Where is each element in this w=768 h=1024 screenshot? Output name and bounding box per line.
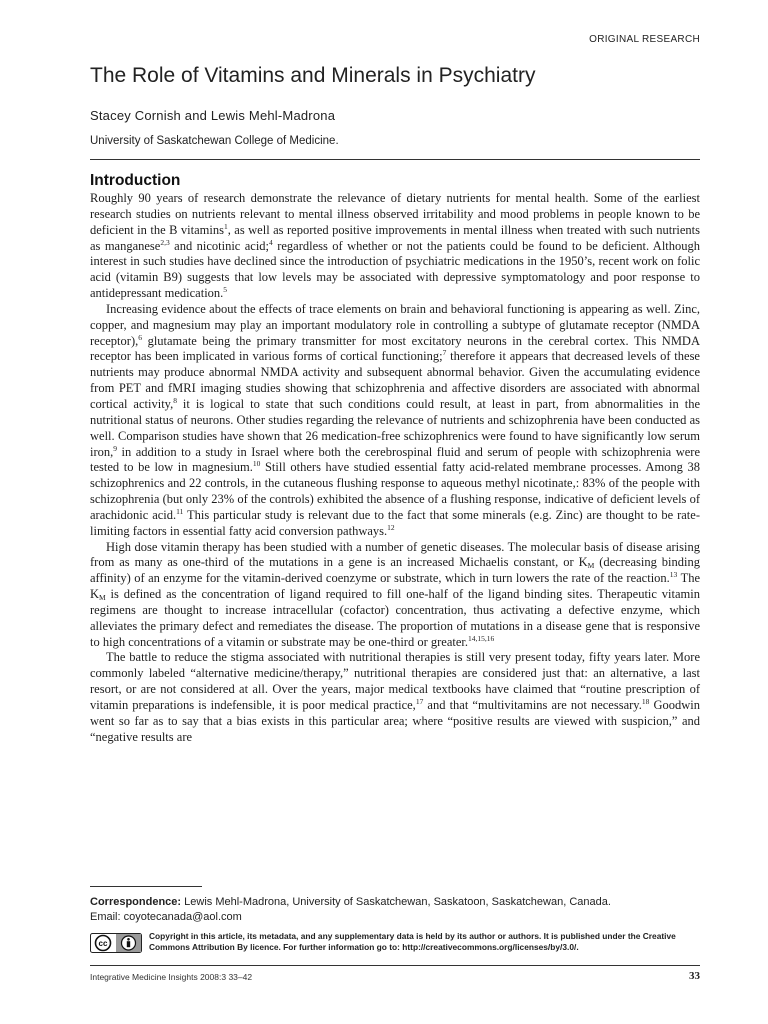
paragraph [90,540,700,651]
text-run: Still others have studied essential fatty acid-related membrane processes. Among 38 schizophrenics and 22 controls, in the cutaneous flushing response to aqueous methyl nicotinate,: 83% of the people with schizophrenia (but only 23% of the controls) exhibited the absence of a flushing response, indicative of deficient levels of arachidonic acid. [90,460,701,522]
text-run: Goodwin went so far as to say that a bias exists in this particular area; where “positive results are viewed with suspicion,” and “negative results are [90,698,700,744]
text-run: is defined as the concentration of ligand required to fill one-half of the ligand binding sites. Therapeutic vitamin regimens are thought to increase intracellular (cofactor) concentration, thus activating a defective enzyme, which alleviates the primary defect and remediates the disease. The proportion of mutations in a disease gene that is responsive to high concentrations of a vitamin or substrate may be one-third or greater. [90,587,700,649]
citation-ref: 9 [113,443,118,453]
authors: Stacey Cornish and Lewis Mehl-Madrona [90,108,336,123]
citation-ref: 2,3 [160,237,170,247]
citation-ref: 4 [269,237,273,247]
text-run: The battle to reduce the stigma associated with nutritional therapies is still very present today, fifty years later. More commonly labeled “alternative medicine/therapy,” nutritional therapies are considered just that: an alternative, a last resort, or are not considered at all. Over the years, major medical textbooks have claimed that “routine prescription of vitamin preparations is indefensible, it is poor medical practice, [90,650,700,712]
paragraph [90,191,700,302]
text-run: in addition to a study in Israel where both the cerebrospinal fluid and serum of people with schizophrenia were tested to be low in magnesium. [90,444,700,475]
citation-ref: 1 [223,221,228,231]
text-run: High dose vitamin therapy has been studied with a number of genetic diseases. The molecular basis of disease arising from as many as one-third of the mutations in a gene is an increased Michaelis constant, or K [90,539,700,570]
citation-ref: 6 [138,332,142,342]
paragraph [90,650,700,745]
footnote-divider [90,886,202,887]
page-number: 33 [689,970,700,982]
article-body [90,191,700,746]
text-run: glutamate being the primary transmitter for most excitatory neurons in the cerebral cortex. This NMDA receptor has been implicated in various forms of cortical functioning; [90,333,700,364]
citation-ref: 18 [641,697,650,706]
text-run: regardless of whether or not the patients could be found to be deficient. Although interest in such studies have declined since the introduction of psychiatric medications in the 1950’s, recent work on folic acid (vitamin B9) suggests that low levels may be associated with depressive symptomatology and poor response to antidepressant medication. [90,238,701,301]
citation-ref: 14,15,16 [468,633,495,643]
text-run: This particular study is relevant due to the fact that some minerals (e.g. Zinc) are thought to be rate-limiting factors in essential fatty acid conversion pathways. [90,507,700,538]
correspondence [90,895,700,924]
correspondence-email: Email: coyotecanada@aol.com [90,910,242,923]
journal-citation: Integrative Medicine Insights 2008:3 33–42 [90,972,253,982]
section-label: ORIGINAL RESEARCH [589,34,700,45]
text-run: therefore it appears that decreased levels of these nutrients may produce abnormal NMDA activity and subsequent abnormal behavior. Given the accumulating evidence from PET and fMRI imaging studies showing that schizophrenia and affective disorders are associated with abnormal cortical activity, [90,349,700,411]
text-run: Increasing evidence about the effects of trace elements on brain and behavioral functioning is appearing as well. Zinc, copper, and magnesium may play an important modulatory role in controlling a subtype of glutamate receptor (NMDA receptor), [90,301,700,348]
header-divider [90,159,700,160]
subscript: M [587,561,595,571]
text-run: and that “multivitamins are not necessary. [423,698,642,712]
text-run: (decreasing binding affinity) of an enzyme for the vitamin-derived coenzyme or substrate, which in turn lowers the rate of the reaction. [90,555,700,586]
copyright-notice: Copyright in this article, its metadata, and any supplementary data is held by its author or authors. It is published under the Creative Commons Attribution By licence. For further information go to: http://creativecommons.org/licenses/by/3.0/. [149,931,676,952]
cc-logo-text: cc [98,939,108,948]
text-run: and nicotinic acid; [169,238,270,253]
footer-divider [90,965,700,966]
correspondence-text: Lewis Mehl-Madrona, University of Saskatchewan, Saskatoon, Saskatchewan, Canada. [181,896,611,908]
text-run: The K [90,571,700,602]
text-run: Roughly 90 years of research demonstrate the relevance of dietary nutrients for mental health. Some of the earliest research studies on nutrients relevant to mental illness observed irritability and mood problems in people known to be deficient in the B vitamins [90,191,700,237]
citation-ref: 11 [176,506,184,516]
section-heading: Introduction [90,172,181,189]
article-title: The Role of Vitamins and Minerals in Psychiatry [90,64,536,87]
citation-ref: 8 [173,395,177,405]
paragraph [90,302,700,540]
subscript: M [99,593,106,603]
citation-ref: 12 [387,522,395,532]
text-run: it is logical to state that such conditions could result, at least in part, from abnormalities in the nutritional status of neurons. Other studies regarding the relevance of nutrients and schizophrenia have been conducted as well. Comparison studies have shown that 26 medication-free schizophrenics were found to have significantly low serum iron, [90,396,700,459]
citation-ref: 7 [442,348,447,358]
text-run: , as well as reported positive improvements in mental illness when treated with such nutrients as manganese [90,222,700,253]
correspondence-label: Correspondence: [90,896,182,908]
creative-commons-by-icon [90,933,142,953]
affiliation: University of Saskatchewan College of Medicine. [90,135,339,147]
citation-ref: 17 [415,697,424,706]
citation-ref: 5 [223,285,228,295]
citation-ref: 13 [669,570,678,580]
citation-ref: 10 [252,459,261,469]
